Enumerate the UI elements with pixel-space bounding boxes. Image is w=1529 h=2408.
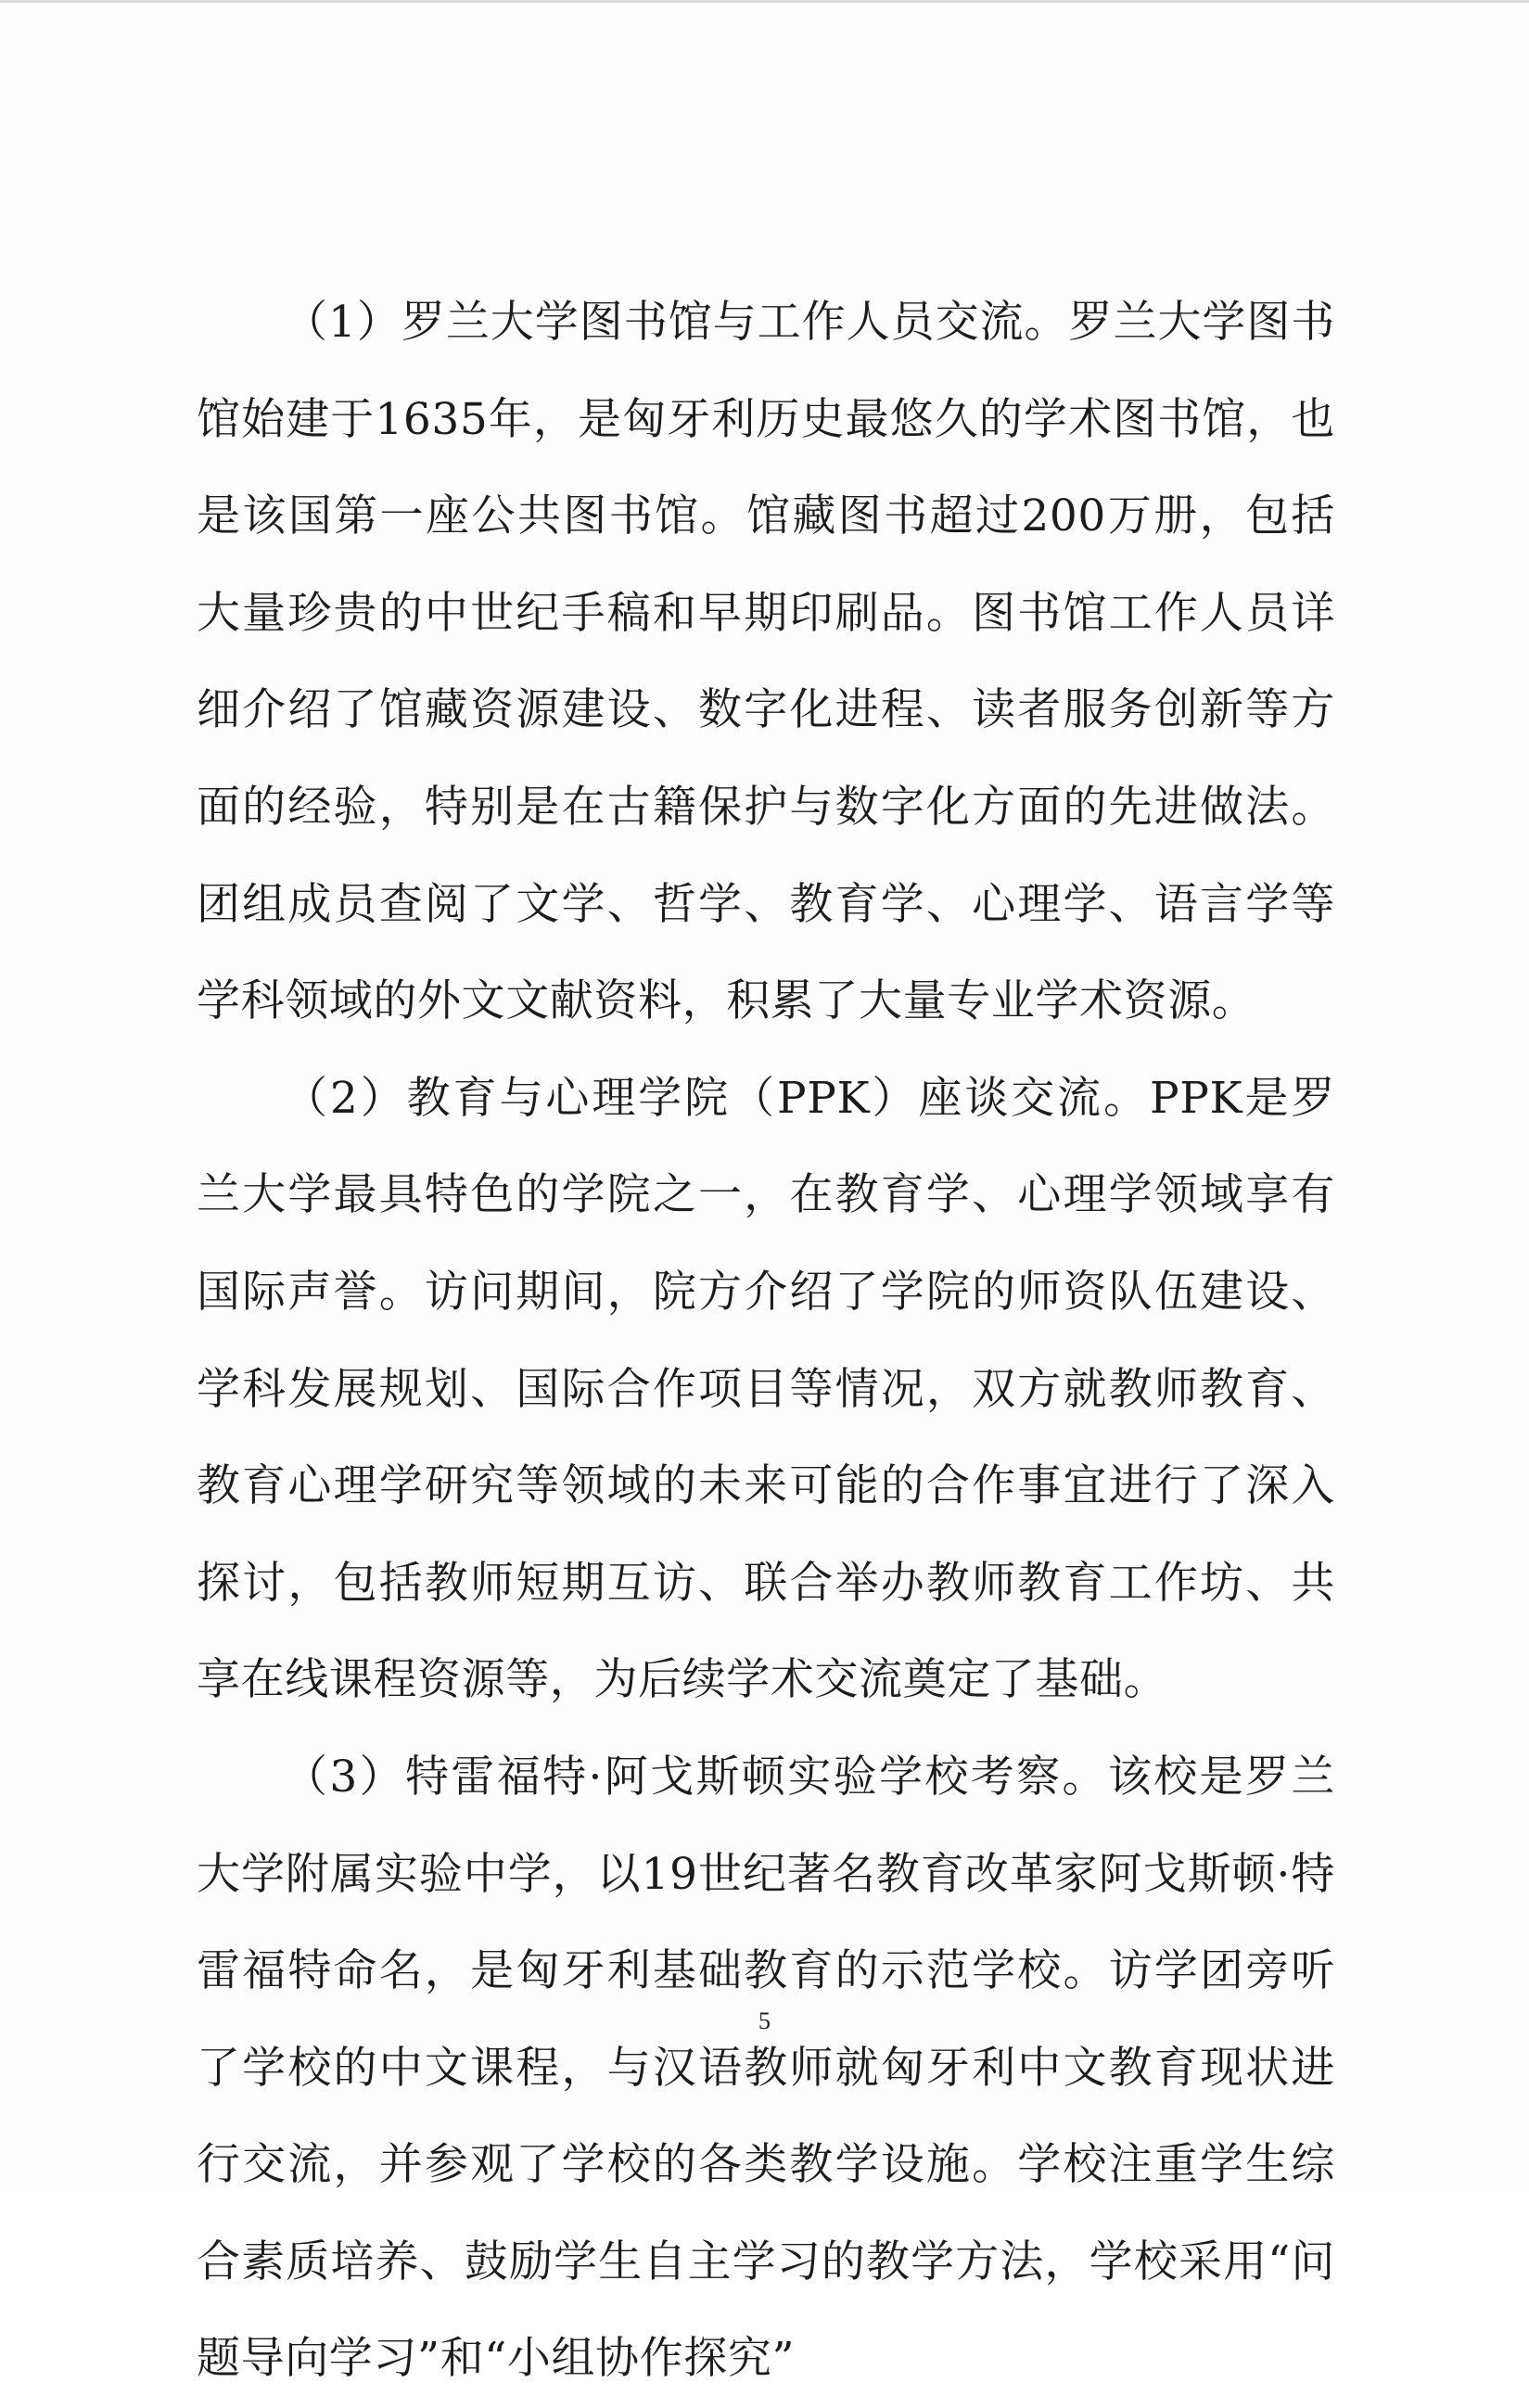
page-number: 5 bbox=[758, 2007, 771, 2034]
body-text bbox=[197, 274, 1335, 2408]
scan-top-edge bbox=[0, 0, 1529, 3]
paragraph-library-exchange: （1）罗兰大学图书馆与工作人员交流。罗兰大学图书馆始建于1635年，是匈牙利历史最悠久的学术图书馆，也是该国第一座公共图书馆。馆藏图书超过200万册，包括大量珍贵的中世纪手稿和早期印刷品。图书馆工作人员详细介绍了馆藏资源建设、数字化进程、读者服务创新等方面的经验，特别是在古籍保护与数字化方面的先进做法。团组成员查阅了文学、哲学、教育学、心理学、语言学等学科领域的外文文献资料，积累了大量专业学术资源。 bbox=[197, 297, 1335, 1027]
paragraph-ppk-symposium: （2）教育与心理学院（PPK）座谈交流。PPK是罗兰大学最具特色的学院之一，在教育学、心理学领域享有国际声誉。访问期间，院方介绍了学院的师资队伍建设、学科发展规划、国际合作项目等情况，双方就教师教育、教育心理学研究等领域的未来可能的合作事宜进行了深入探讨，包括教师短期互访、联合举办教师教育工作坊、共享在线课程资源等，为后续学术交流奠定了基础。 bbox=[197, 1072, 1335, 1706]
paragraph-school-visit: （3）特雷福特·阿戈斯顿实验学校考察。该校是罗兰大学附属实验中学，以19世纪著名教育改革家阿戈斯顿·特雷福特命名，是匈牙利基础教育的示范学校。访学团旁听了学校的中文课程，与汉语教师就匈牙利中文教育现状进行交流，并参观了学校的各类教学设施。学校注重学生综合素质培养、鼓励学生自主学习的教学方法，学校采用“问题导向学习”和“小组协作探究” bbox=[197, 1751, 1335, 2385]
